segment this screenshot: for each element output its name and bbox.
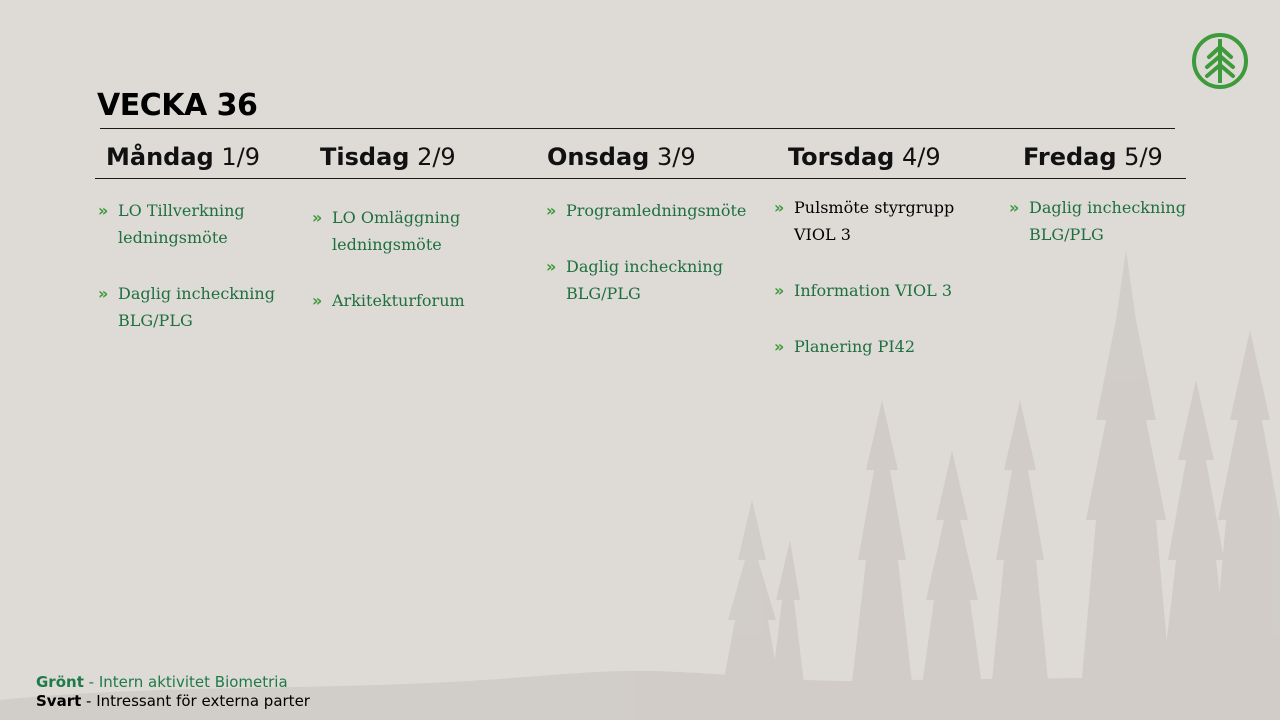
event-text: Programledningsmöte <box>566 201 747 220</box>
bullet-chevron-icon: » <box>98 201 109 220</box>
bullet-chevron-icon: » <box>546 201 557 220</box>
day-column-friday <box>1009 194 1214 277</box>
legend-green-desc: - Intern aktivitet Biometria <box>83 673 288 691</box>
day-header-monday <box>106 143 260 171</box>
day-column-monday <box>98 197 293 363</box>
bullet-chevron-icon: » <box>774 198 785 217</box>
day-date: 1/9 <box>221 143 260 171</box>
bullet-chevron-icon: » <box>1009 198 1020 217</box>
event-text: Pulsmöte styrgrupp VIOL 3 <box>794 198 955 244</box>
day-name: Måndag <box>106 143 214 171</box>
event-item <box>774 194 979 248</box>
bullet-chevron-icon: » <box>312 208 323 227</box>
event-text: Information VIOL 3 <box>794 281 952 300</box>
day-column-thursday <box>774 194 979 389</box>
day-date: 4/9 <box>902 143 941 171</box>
header-divider <box>95 178 1186 179</box>
event-item <box>98 197 293 251</box>
event-item <box>98 280 293 334</box>
day-name: Tisdag <box>320 143 410 171</box>
day-date: 2/9 <box>417 143 456 171</box>
legend <box>36 673 310 711</box>
bullet-chevron-icon: » <box>312 291 323 310</box>
day-name: Torsdag <box>788 143 895 171</box>
legend-black-label: Svart <box>36 692 82 710</box>
event-text: Arkitekturforum <box>332 291 465 310</box>
event-text: Daglig incheckning BLG/PLG <box>566 257 723 303</box>
day-date: 3/9 <box>656 143 696 171</box>
day-header-tuesday <box>320 143 456 171</box>
bullet-chevron-icon: » <box>774 337 785 356</box>
event-item <box>312 287 512 314</box>
day-name: Onsdag <box>547 143 650 171</box>
legend-green-row <box>36 673 310 692</box>
legend-green-label: Grönt <box>36 673 84 691</box>
event-text: Daglig incheckning BLG/PLG <box>118 284 275 330</box>
event-item <box>774 277 979 304</box>
day-header-thursday <box>788 143 941 171</box>
bullet-chevron-icon: » <box>774 281 785 300</box>
day-column-wednesday <box>546 197 772 336</box>
legend-black-row <box>36 692 310 711</box>
event-item <box>312 204 512 258</box>
bullet-chevron-icon: » <box>546 257 557 276</box>
event-text: Planering PI42 <box>794 337 916 356</box>
day-column-tuesday <box>312 204 512 343</box>
day-header-friday <box>1023 143 1163 171</box>
title-divider <box>100 128 1175 129</box>
bullet-chevron-icon: » <box>98 284 109 303</box>
legend-black-desc: - Intressant för externa parter <box>81 692 310 710</box>
event-text: LO Tillverkning ledningsmöte <box>118 201 245 247</box>
day-header-wednesday <box>547 143 696 171</box>
day-name: Fredag <box>1023 143 1117 171</box>
tree-logo-icon <box>1190 31 1250 91</box>
event-item <box>774 333 979 360</box>
event-text: Daglig incheckning BLG/PLG <box>1029 198 1186 244</box>
day-date: 5/9 <box>1124 143 1163 171</box>
event-item <box>1009 194 1214 248</box>
event-item <box>546 253 772 307</box>
event-item <box>546 197 772 224</box>
page-title: VECKA 36 <box>97 88 258 123</box>
event-text: LO Omläggning ledningsmöte <box>332 208 461 254</box>
